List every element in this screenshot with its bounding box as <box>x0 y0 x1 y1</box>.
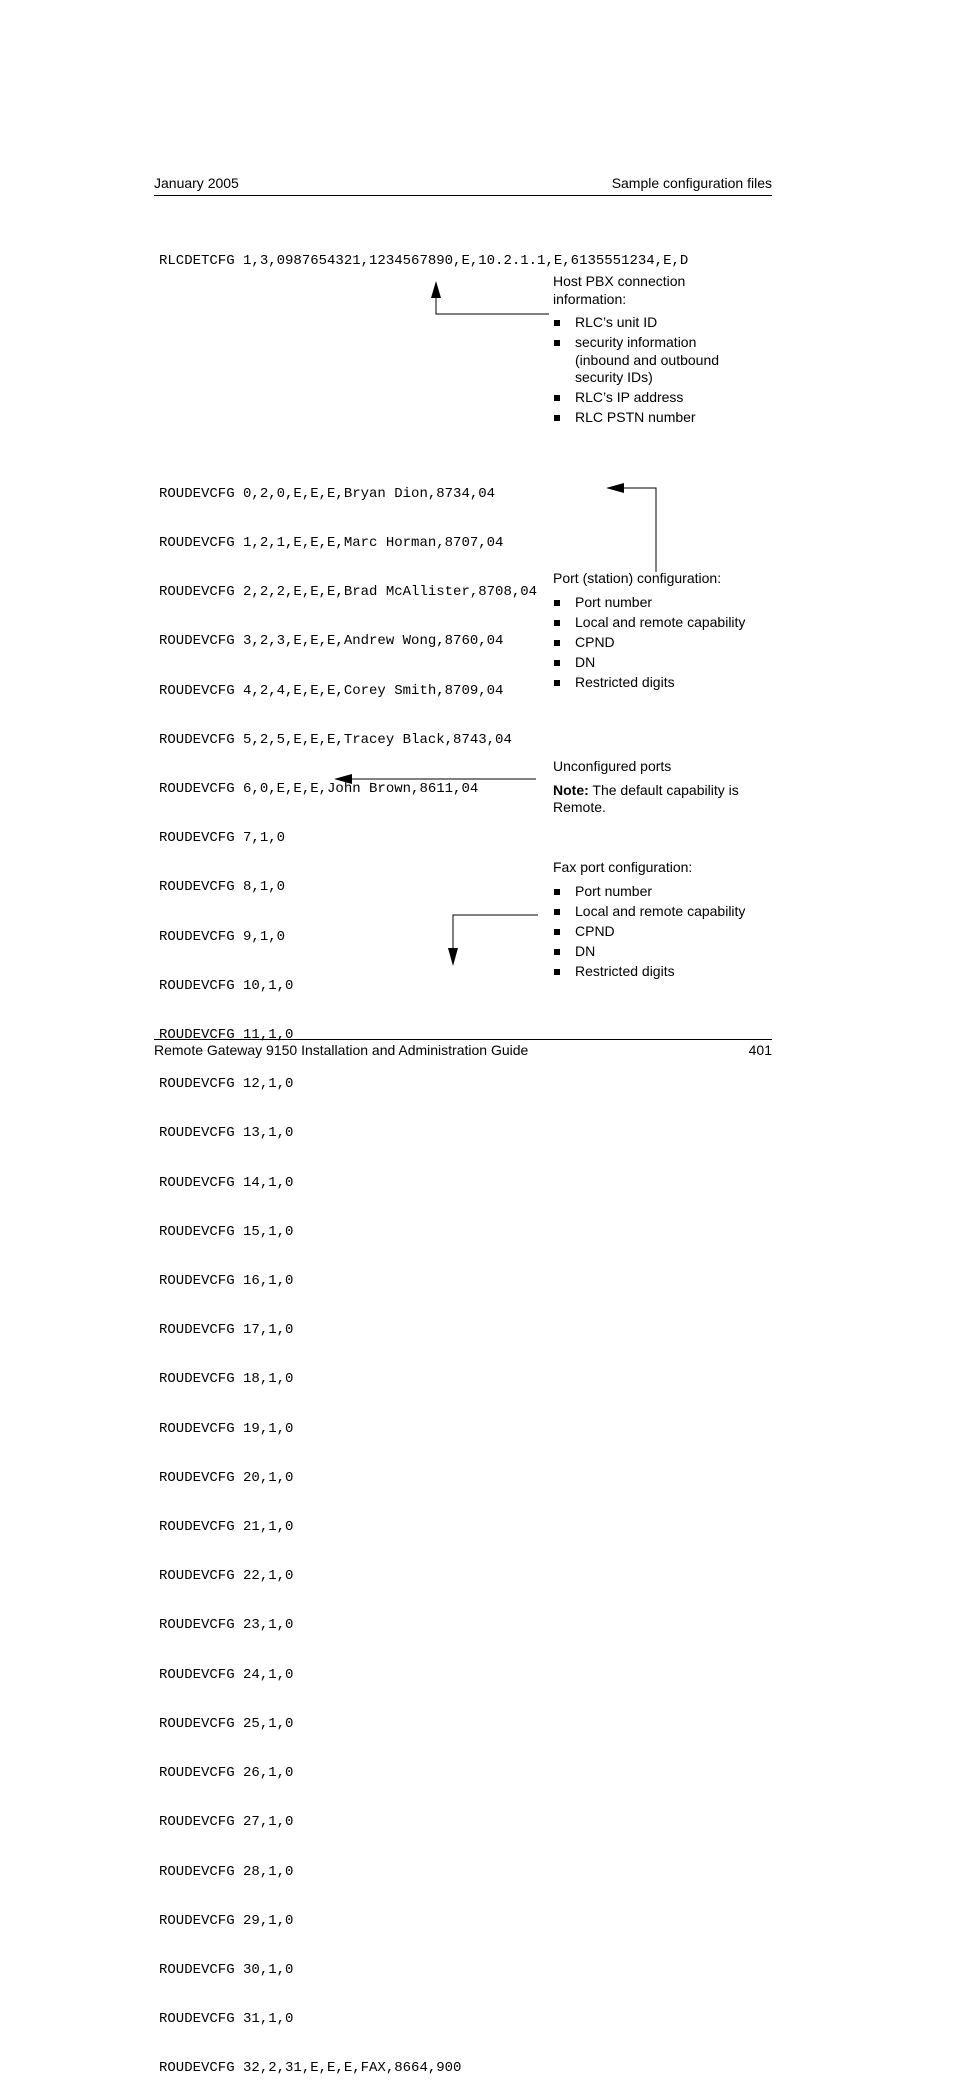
list-item: RLC PSTN number <box>553 409 753 427</box>
list-item: Port number <box>553 594 763 612</box>
list-item: Port number <box>553 883 763 901</box>
list-item: DN <box>553 943 763 961</box>
code-line: ROUDEVCFG 0,2,0,E,E,E,Bryan Dion,8734,04 <box>159 485 496 502</box>
port-config-note-title: Port (station) configuration: <box>553 570 722 586</box>
footer-guide-title: Remote Gateway 9150 Installation and Administration Guide <box>154 1042 529 1058</box>
list-item: RLC’s IP address <box>553 389 753 407</box>
code-line: ROUDEVCFG 21,1,0 <box>159 1519 294 1536</box>
code-line: ROUDEVCFG 14,1,0 <box>159 1174 294 1191</box>
code-line: ROUDEVCFG 26,1,0 <box>159 1765 294 1782</box>
code-line: ROUDEVCFG 31,1,0 <box>159 2011 294 2028</box>
host-pbx-arrow <box>431 281 549 314</box>
code-line: ROUDEVCFG 4,2,4,E,E,E,Corey Smith,8709,04 <box>159 682 504 699</box>
code-line: ROUDEVCFG 18,1,0 <box>159 1371 294 1388</box>
code-line: ROUDEVCFG 5,2,5,E,E,E,Tracey Black,8743,04 <box>159 731 512 748</box>
list-item: Local and remote capability <box>553 614 763 632</box>
fax-port-arrow <box>448 915 538 966</box>
code-line: ROUDEVCFG 11,1,0 <box>159 1027 294 1044</box>
list-item: Restricted digits <box>553 674 763 692</box>
host-pbx-note-title: Host PBX connection information: <box>553 273 686 307</box>
code-line: ROUDEVCFG 23,1,0 <box>159 1617 294 1634</box>
code-line: ROUDEVCFG 12,1,0 <box>159 1076 294 1093</box>
code-line: ROUDEVCFG 29,1,0 <box>159 1912 294 1929</box>
note-label: Note: <box>553 781 589 798</box>
unconfigured-ports-title: Unconfigured ports <box>553 758 672 774</box>
header-section-title: Sample configuration files <box>611 175 772 191</box>
code-line: ROUDEVCFG 2,2,2,E,E,E,Brad McAllister,8708,04 <box>159 584 538 601</box>
code-line: ROUDEVCFG 1,2,1,E,E,E,Marc Horman,8707,04 <box>159 535 504 552</box>
code-line: ROUDEVCFG 20,1,0 <box>159 1469 294 1486</box>
code-line: ROUDEVCFG 25,1,0 <box>159 1715 294 1732</box>
code-line: ROUDEVCFG 8,1,0 <box>159 879 286 896</box>
code-line: ROUDEVCFG 22,1,0 <box>159 1568 294 1585</box>
list-item: Restricted digits <box>553 963 763 981</box>
code-line: ROUDEVCFG 10,1,0 <box>159 977 294 994</box>
port-config-arrow <box>606 483 656 572</box>
code-line: ROUDEVCFG 24,1,0 <box>159 1666 294 1683</box>
code-line: ROUDEVCFG 27,1,0 <box>159 1814 294 1831</box>
unconfigured-ports-arrow <box>334 774 536 784</box>
code-line: ROUDEVCFG 28,1,0 <box>159 1863 294 1880</box>
footer-rule <box>154 1039 772 1040</box>
list-item: CPND <box>553 923 763 941</box>
note-body: The default capability is Remote. <box>553 781 739 815</box>
code-line: ROUDEVCFG 6,0,E,E,E,John Brown,8611,04 <box>159 781 479 798</box>
list-item: security information (inbound and outbound security IDs) <box>553 334 735 387</box>
header-date: January 2005 <box>154 175 239 191</box>
code-line: ROUDEVCFG 32,2,31,E,E,E,FAX,8664,900 <box>159 2060 462 2077</box>
rlc-config-line: RLCDETCFG 1,3,0987654321,1234567890,E,10.2.1.1,E,6135551234,E,D <box>159 253 689 269</box>
code-line: ROUDEVCFG 15,1,0 <box>159 1223 294 1240</box>
list-item: RLC’s unit ID <box>553 314 753 332</box>
code-line: ROUDEVCFG 13,1,0 <box>159 1125 294 1142</box>
code-line: ROUDEVCFG 19,1,0 <box>159 1420 294 1437</box>
code-line: ROUDEVCFG 7,1,0 <box>159 830 286 847</box>
code-line: ROUDEVCFG 16,1,0 <box>159 1273 294 1290</box>
list-item: CPND <box>553 634 763 652</box>
code-line: ROUDEVCFG 30,1,0 <box>159 1961 294 1978</box>
list-item: DN <box>553 654 763 672</box>
code-line: ROUDEVCFG 17,1,0 <box>159 1322 294 1339</box>
footer-page-number: 401 <box>748 1042 772 1058</box>
code-line: ROUDEVCFG 3,2,3,E,E,E,Andrew Wong,8760,04 <box>159 633 504 650</box>
code-line: ROUDEVCFG 9,1,0 <box>159 928 286 945</box>
list-item: Local and remote capability <box>553 903 763 921</box>
fax-port-note-title: Fax port configuration: <box>553 859 693 875</box>
